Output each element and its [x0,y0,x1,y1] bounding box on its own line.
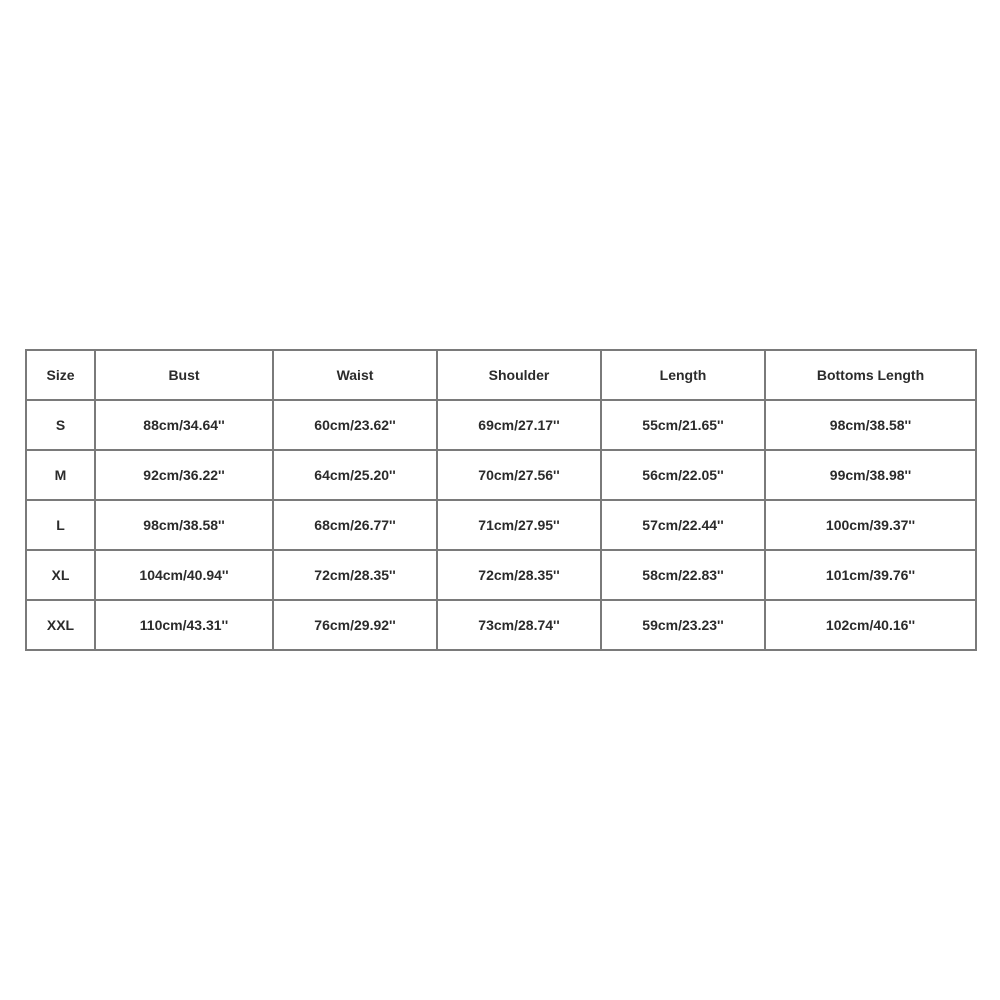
cell-waist: 60cm/23.62'' [273,400,437,450]
cell-bottoms-length: 98cm/38.58'' [765,400,976,450]
header-bust: Bust [95,350,273,400]
table-row [26,450,976,500]
cell-bottoms-length: 100cm/39.37'' [765,500,976,550]
size-chart-body [26,400,976,650]
cell-bottoms-length: 102cm/40.16'' [765,600,976,650]
cell-shoulder: 70cm/27.56'' [437,450,601,500]
cell-shoulder: 71cm/27.95'' [437,500,601,550]
table-row [26,600,976,650]
header-bottoms-length: Bottoms Length [765,350,976,400]
cell-bust: 92cm/36.22'' [95,450,273,500]
table-row [26,400,976,450]
size-chart-table [25,349,977,651]
header-waist: Waist [273,350,437,400]
table-row [26,500,976,550]
cell-size: S [26,400,95,450]
cell-size: XXL [26,600,95,650]
size-chart-header [26,350,976,400]
cell-length: 56cm/22.05'' [601,450,765,500]
cell-bust: 98cm/38.58'' [95,500,273,550]
header-size: Size [26,350,95,400]
cell-waist: 68cm/26.77'' [273,500,437,550]
cell-bust: 88cm/34.64'' [95,400,273,450]
cell-size: L [26,500,95,550]
cell-length: 58cm/22.83'' [601,550,765,600]
cell-shoulder: 73cm/28.74'' [437,600,601,650]
cell-bottoms-length: 99cm/38.98'' [765,450,976,500]
cell-length: 59cm/23.23'' [601,600,765,650]
table-row [26,550,976,600]
cell-waist: 72cm/28.35'' [273,550,437,600]
header-row [26,350,976,400]
cell-shoulder: 69cm/27.17'' [437,400,601,450]
header-shoulder: Shoulder [437,350,601,400]
cell-bust: 104cm/40.94'' [95,550,273,600]
cell-shoulder: 72cm/28.35'' [437,550,601,600]
cell-bust: 110cm/43.31'' [95,600,273,650]
cell-size: M [26,450,95,500]
header-length: Length [601,350,765,400]
cell-bottoms-length: 101cm/39.76'' [765,550,976,600]
cell-length: 57cm/22.44'' [601,500,765,550]
cell-length: 55cm/21.65'' [601,400,765,450]
cell-waist: 76cm/29.92'' [273,600,437,650]
cell-size: XL [26,550,95,600]
cell-waist: 64cm/25.20'' [273,450,437,500]
